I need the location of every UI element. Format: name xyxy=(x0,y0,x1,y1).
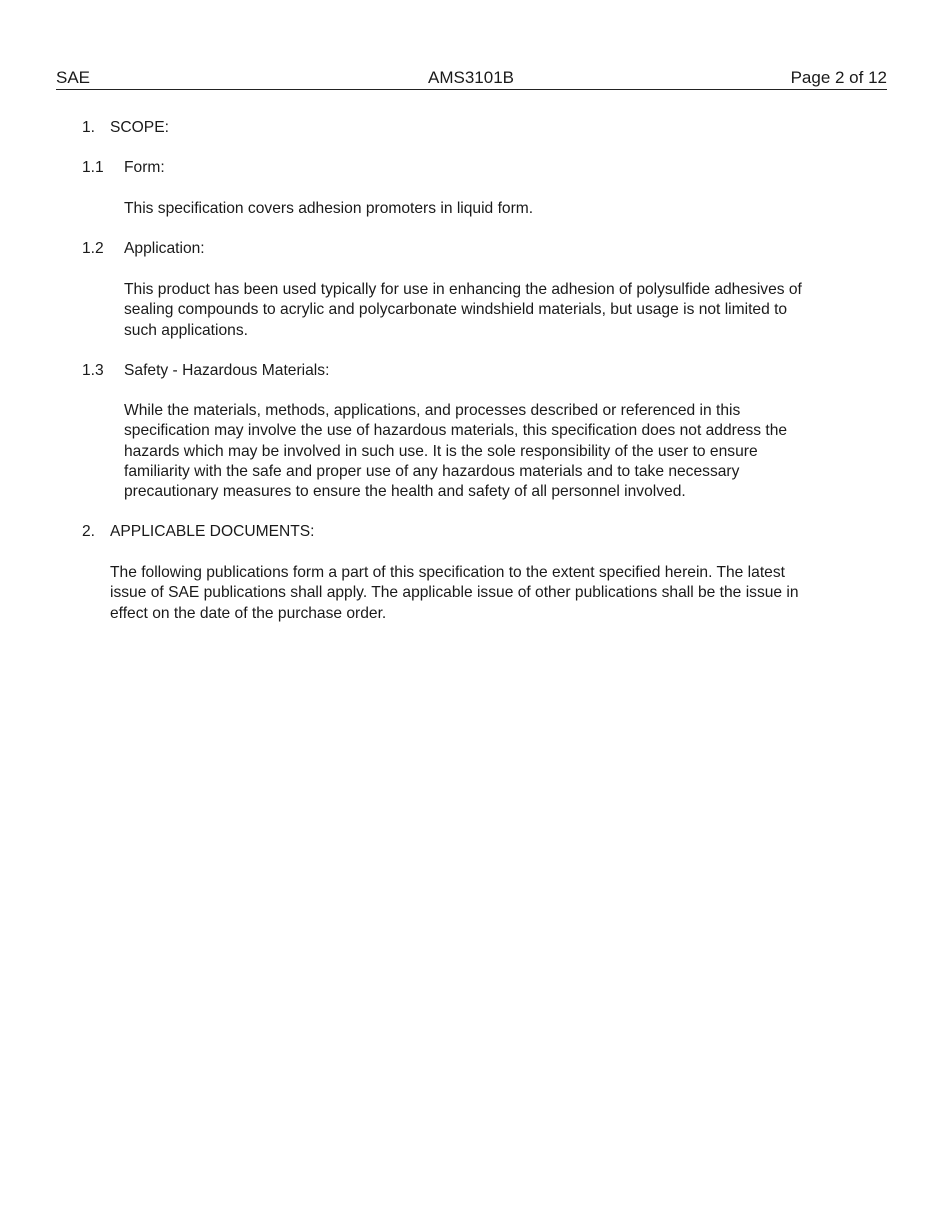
paragraph-line: specification may involve the use of hazardous materials, this specification does not address the xyxy=(124,422,788,440)
section-1-1-title: Form: xyxy=(124,159,165,176)
paragraph-line: hazards which may be involved in such use. It is the sole responsibility of the user to ensure xyxy=(124,442,758,460)
page-header xyxy=(56,67,887,90)
paragraph-line: effect on the date of the purchase order. xyxy=(110,604,387,622)
paragraph-line: familiarity with the safe and proper use of any hazardous materials and to take necessary xyxy=(124,462,740,480)
paragraph-line: such applications. xyxy=(124,321,248,339)
section-1-3-title: Safety - Hazardous Materials: xyxy=(124,362,330,379)
section-2-number: 2. xyxy=(82,523,96,540)
paragraph-line: The following publications form a part of this specification to the extent specified herein. The latest xyxy=(110,564,785,581)
section-1-title: SCOPE: xyxy=(110,119,169,136)
section-2-paragraph xyxy=(110,563,799,624)
header-page-number: Page 2 of 12 xyxy=(790,68,887,87)
section-1-2-heading xyxy=(82,239,205,259)
paragraph-line: This product has been used typically for use in enhancing the adhesion of polysulfide adhesives of xyxy=(124,281,802,298)
section-1-3-paragraph xyxy=(124,401,787,502)
section-1-number: 1. xyxy=(82,119,96,136)
section-1-2-title: Application: xyxy=(124,240,205,257)
paragraph-line: This specification covers adhesion promoters in liquid form. xyxy=(124,200,534,217)
paragraph-line: While the materials, methods, applications, and processes described or referenced in this xyxy=(124,402,741,419)
paragraph-line: precautionary measures to ensure the health and safety of all personnel involved. xyxy=(124,483,686,501)
section-1-heading xyxy=(82,118,169,138)
paragraph-line: sealing compounds to acrylic and polycarbonate windshield materials, but usage is not limited to xyxy=(124,301,788,319)
header-org: SAE xyxy=(56,68,91,87)
section-1-2-number: 1.2 xyxy=(82,240,104,257)
section-1-1-number: 1.1 xyxy=(82,159,104,176)
section-1-3-heading xyxy=(82,361,329,381)
section-1-3-number: 1.3 xyxy=(82,362,104,379)
section-2-title: APPLICABLE DOCUMENTS: xyxy=(110,523,315,540)
paragraph-line: issue of SAE publications shall apply. The applicable issue of other publications shall be the issue in xyxy=(110,584,799,602)
section-1-2-paragraph xyxy=(124,280,802,341)
section-2-heading xyxy=(82,522,315,542)
section-1-1-paragraph xyxy=(124,199,533,219)
section-1-1-heading xyxy=(82,158,165,178)
header-doc-id: AMS3101B xyxy=(428,68,514,87)
